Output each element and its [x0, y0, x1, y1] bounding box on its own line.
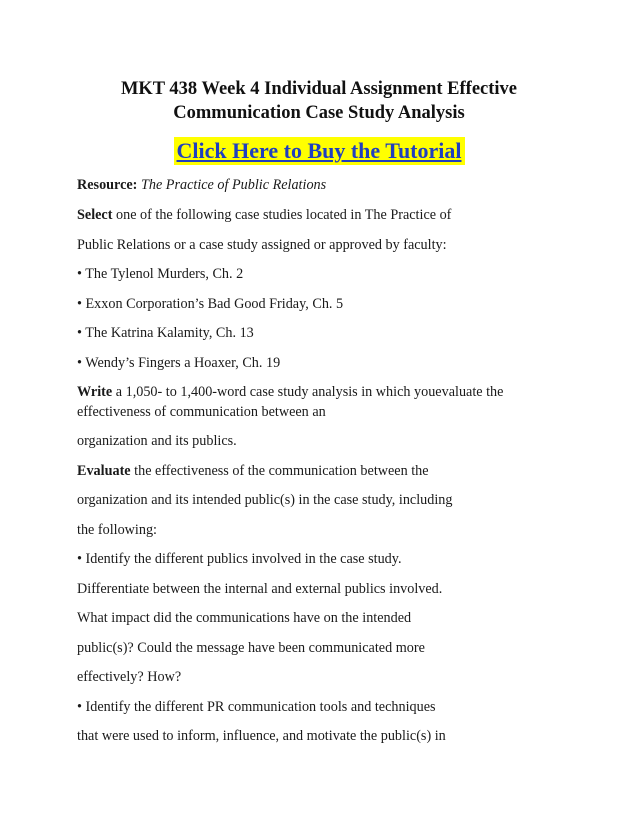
- case-study-item: • The Tylenol Murders, Ch. 2: [77, 266, 244, 282]
- bullet-publics-line-3: What impact did the communications have on the intended: [77, 610, 412, 626]
- select-text: one of the following case studies located in The Practice of: [112, 207, 452, 223]
- buy-tutorial-link[interactable]: Click Here to Buy the Tutorial: [174, 137, 465, 165]
- case-study-item: • Wendy’s Fingers a Hoaxer, Ch. 19: [77, 355, 281, 371]
- document-title-line-2: Communication Case Study Analysis: [173, 103, 465, 123]
- select-line-2: Public Relations or a case study assigned or approved by faculty:: [77, 237, 447, 253]
- bullet-publics-line-2: Differentiate between the internal and external publics involved.: [77, 581, 443, 597]
- write-text: a 1,050- to 1,400-word case study analysis in which youevaluate the: [112, 384, 504, 400]
- case-study-item: • The Katrina Kalamity, Ch. 13: [77, 325, 254, 341]
- bullet-tools-line-2: that were used to inform, influence, and motivate the public(s) in: [77, 728, 446, 744]
- document-title-line-1: MKT 438 Week 4 Individual Assignment Effective: [120, 79, 518, 99]
- write-line-3: organization and its publics.: [77, 433, 237, 449]
- bullet-publics-line-1: • Identify the different publics involved in the case study.: [77, 551, 402, 567]
- resource-line: [77, 176, 326, 194]
- bullet-publics-line-5: effectively? How?: [77, 669, 182, 685]
- evaluate-line-3: the following:: [77, 522, 157, 538]
- select-keyword: Select: [77, 207, 113, 223]
- case-study-item: • Exxon Corporation’s Bad Good Friday, Ch. 5: [77, 296, 344, 312]
- resource-value: The Practice of Public Relations: [140, 177, 327, 193]
- write-line-2: effectiveness of communication between an: [77, 404, 326, 420]
- evaluate-line-2: organization and its intended public(s) in the case study, including: [77, 492, 453, 508]
- write-keyword: Write: [77, 384, 113, 400]
- bullet-publics-line-4: public(s)? Could the message have been communicated more: [77, 640, 425, 656]
- evaluate-text: the effectiveness of the communication between the: [130, 463, 429, 479]
- write-line-1: [77, 383, 503, 401]
- cta-container: [0, 137, 638, 165]
- evaluate-line-1: [77, 462, 429, 480]
- resource-label: Resource:: [77, 177, 138, 193]
- select-line-1: [77, 206, 451, 224]
- bullet-tools-line-1: • Identify the different PR communication tools and techniques: [77, 699, 436, 715]
- evaluate-keyword: Evaluate: [77, 463, 131, 479]
